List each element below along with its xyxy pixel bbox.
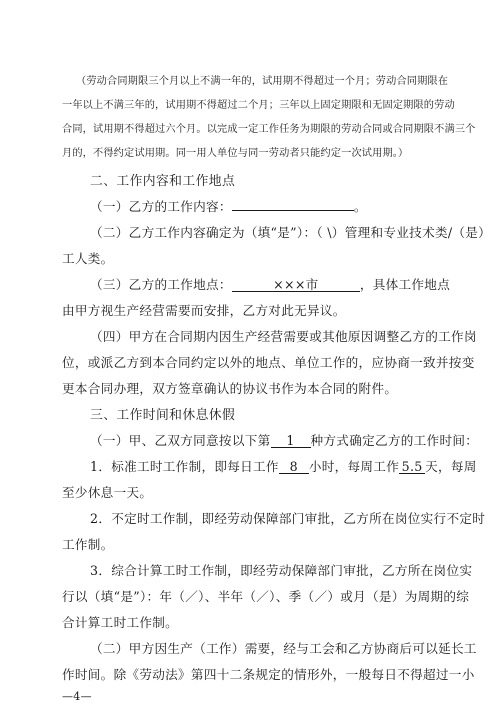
section-heading-work-content: 二、工作内容和工作地点 <box>90 174 236 189</box>
comprehensive-hours-line-2: 行以（填“是”）：年（／）、半年（／）、季（／）或月（是）为周期的综 <box>62 589 470 604</box>
work-hours-method-value: 1 <box>271 434 311 448</box>
work-content-label: （一）乙方的工作内容： <box>90 199 232 214</box>
standard-hours-line-2: 至少休息一天。 <box>62 485 153 500</box>
work-content-line <box>90 196 367 215</box>
work-location-line-2: 由甲方视生产经营需要而安排，乙方对此无异议。 <box>62 303 346 318</box>
flexible-hours-line-2: 工作制。 <box>62 537 114 552</box>
work-content-blank <box>232 210 354 211</box>
adjust-line-1: （四）甲方在合同期内因生产经营需要或其他原因调整乙方的工作岗 <box>90 329 477 344</box>
weekly-days-value: 5.5 <box>399 460 425 474</box>
note-line-3: 合同，试用期不得超过六个月。以完成一定工作任务为期限的劳动合同或合同期限不满三个 <box>62 124 476 135</box>
comprehensive-hours-line-1: 3．综合计算工时工作制，即经劳动保障部门审批，乙方所在岗位实 <box>90 563 473 578</box>
standard-hours-mid: 小时，每周工作 <box>308 459 400 474</box>
standard-hours-suffix: 天，每周 <box>425 459 477 474</box>
work-type-line-2: 工人类。 <box>62 251 114 266</box>
flexible-hours-line-1: 2．不定时工作制，即经劳动保障部门审批，乙方所在岗位实行不定时 <box>90 511 486 526</box>
overtime-line-2: 作时间。除《劳动法》第四十二条规定的情形外，一般每日不得超过一小 <box>62 667 475 682</box>
note-line-4: 月的，不得约定试用期。同一用人单位与同一劳动者只能约定一次试用期。） <box>62 148 409 159</box>
work-location-line <box>90 274 450 293</box>
work-hours-method-suffix: 种方式确定乙方的工作时间： <box>310 433 479 448</box>
standard-hours-label: 1．标准工时工作制，即每日工作 <box>90 459 279 474</box>
work-location-value: ×××市 <box>232 278 360 292</box>
daily-hours-value: 8 <box>279 460 309 474</box>
standard-hours-line <box>90 456 477 475</box>
work-location-suffix: ，具体工作地点 <box>359 277 451 292</box>
work-content-suffix: 。 <box>353 199 367 214</box>
comprehensive-hours-line-3: 合计算工时工作制。 <box>62 615 179 630</box>
overtime-line-1: （二）甲方因生产（工作）需要，经与工会和乙方协商后可以延长工 <box>90 641 477 656</box>
note-line-2: 一年以上不满三年的，试用期不得超过二个月；三年以上固定期限和无固定期限的劳动 <box>62 100 455 111</box>
note-line-1: （劳动合同期限三个月以上不满一年的，试用期不得超过一个月；劳动合同期限在 <box>76 76 449 87</box>
work-type-line-1: （二）乙方工作内容确定为（填“是”）：（ \）管理和专业技术类/（是） <box>90 225 492 240</box>
adjust-line-2: 位，或派乙方到本合同约定以外的地点、单位工作的，应协商一致并按变 <box>62 355 475 370</box>
work-hours-method-line <box>90 430 478 449</box>
page-number: —4— <box>62 690 92 703</box>
adjust-line-3: 更本合同办理，双方签章确认的协议书作为本合同的附件。 <box>62 381 398 396</box>
section-heading-work-hours: 三、工作时间和休息休假 <box>90 408 236 423</box>
work-location-label: （三）乙方的工作地点： <box>90 277 232 292</box>
work-hours-method-label: （一）甲、乙双方同意按以下第 <box>90 433 271 448</box>
